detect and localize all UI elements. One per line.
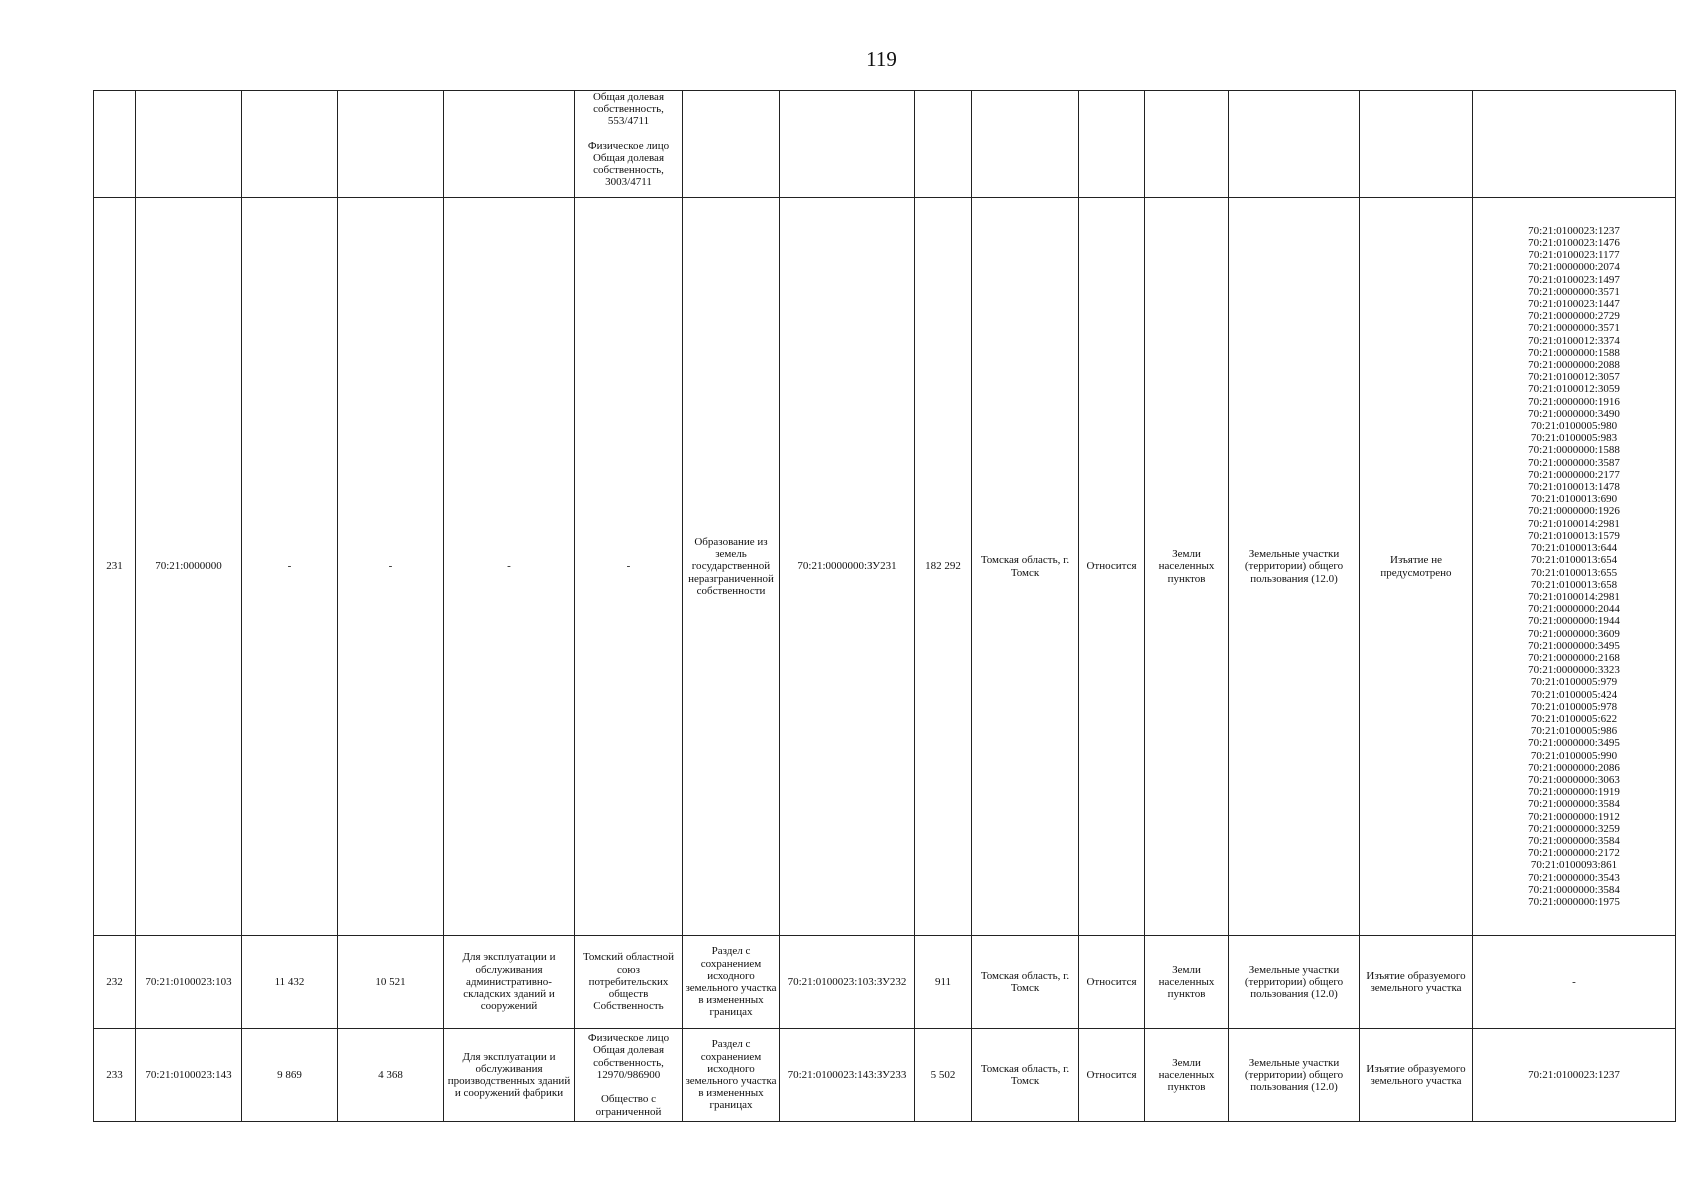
related-kn-item: 70:21:0000000:3584 xyxy=(1528,798,1620,811)
related-kn-item: 70:21:0100012:3059 xyxy=(1528,383,1620,396)
table-row xyxy=(94,936,1676,1029)
related-kn-item: 70:21:0100023:1177 xyxy=(1528,249,1620,262)
cell-new-kn: 70:21:0000000:ЗУ231 xyxy=(780,198,915,936)
related-kn-item: 70:21:0000000:1926 xyxy=(1528,505,1620,518)
owner-text: Физическое лицо Общая долевая собственность, 12970/986900 Общество с ограниченной xyxy=(587,1032,670,1118)
related-kn-item: 70:21:0100013:1579 xyxy=(1528,529,1620,542)
related-kn-item: 70:21:0100005:424 xyxy=(1530,688,1618,701)
related-kn-item: 70:21:0000000:1588 xyxy=(1528,346,1620,359)
table-row xyxy=(94,91,1676,198)
cell-purpose xyxy=(444,91,575,198)
cell-area-remaining: 10 521 xyxy=(338,936,444,1029)
related-kn-item: 70:21:0100023:1237 xyxy=(1528,224,1620,237)
cell-category: Земли населенных пунктов xyxy=(1145,198,1229,936)
cell-kn: 70:21:0100023:143 xyxy=(136,1029,242,1122)
cell-use: Земельные участки (территории) общего пользования (12.0) xyxy=(1229,936,1360,1029)
cell-seizure: Изъятие не предусмотрено xyxy=(1360,198,1473,936)
cell-area: 5 502 xyxy=(915,1029,972,1122)
related-kn-item: 70:21:0000000:2177 xyxy=(1528,468,1620,481)
related-kn-item: 70:21:0100005:622 xyxy=(1530,712,1618,725)
cell-kn xyxy=(136,91,242,198)
cell-area-total: - xyxy=(242,198,338,936)
cell-kn: 70:21:0100023:103 xyxy=(136,936,242,1029)
cell-address: Томская область, г. Томск xyxy=(972,1029,1079,1122)
related-kn-item: 70:21:0100012:3374 xyxy=(1528,334,1620,347)
cell-area: 911 xyxy=(915,936,972,1029)
related-kn-item: 70:21:0100023:1447 xyxy=(1528,298,1620,311)
related-kn-item: 70:21:0000000:1975 xyxy=(1528,895,1620,908)
related-kn-item: 70:21:0100005:990 xyxy=(1530,749,1618,762)
related-kn-item: 70:21:0100005:978 xyxy=(1530,700,1618,713)
related-kn-item: 70:21:0100013:654 xyxy=(1530,554,1618,567)
cell-related: - xyxy=(1473,936,1676,1029)
cell-use: Земельные участки (территории) общего пользования (12.0) xyxy=(1229,1029,1360,1122)
related-kn-item: 70:21:0000000:2074 xyxy=(1528,261,1620,274)
cell-use xyxy=(1229,91,1360,198)
cell-method xyxy=(683,1029,780,1122)
cell-num xyxy=(94,91,136,198)
related-kn-item: 70:21:0000000:3609 xyxy=(1528,627,1620,640)
related-kn-item: 70:21:0000000:1916 xyxy=(1528,395,1620,408)
cell-address: Томская область, г. Томск xyxy=(972,936,1079,1029)
related-kn-item: 70:21:0000000:3495 xyxy=(1528,639,1620,652)
related-kn-item: 70:21:0000000:3543 xyxy=(1528,871,1620,884)
related-kn-item: 70:21:0000000:3571 xyxy=(1528,285,1620,298)
related-kn-item: 70:21:0100023:1497 xyxy=(1528,273,1620,286)
cell-owner: Томский областной союз потребительских обществ Собственность xyxy=(575,936,683,1029)
related-kn-item: 70:21:0000000:3495 xyxy=(1528,737,1620,750)
related-kn-item: 70:21:0000000:3323 xyxy=(1528,664,1620,677)
related-kn-item: 70:21:0000000:2044 xyxy=(1528,603,1620,616)
related-kn-item: 70:21:0000000:1944 xyxy=(1528,615,1620,628)
related-kn-item: 70:21:0100014:2981 xyxy=(1528,517,1620,530)
cell-related: 70:21:0100023:1237 xyxy=(1473,1029,1676,1122)
related-kn-item: 70:21:0100013:655 xyxy=(1530,566,1618,579)
related-kn-item: 70:21:0000000:1919 xyxy=(1528,786,1620,799)
cell-new-kn: 70:21:0100023:143:ЗУ233 xyxy=(780,1029,915,1122)
cell-relation: Относится xyxy=(1079,198,1145,936)
cell-method xyxy=(683,91,780,198)
cell-num: 233 xyxy=(94,1029,136,1122)
cell-num: 232 xyxy=(94,936,136,1029)
related-kn-item: 70:21:0100093:861 xyxy=(1530,859,1618,872)
cell-category: Земли населенных пунктов xyxy=(1145,936,1229,1029)
related-kn-item: 70:21:0000000:2172 xyxy=(1528,847,1620,860)
related-kn-item: 70:21:0100013:644 xyxy=(1530,542,1618,555)
related-kn-item: 70:21:0000000:1912 xyxy=(1528,810,1620,823)
related-kn-item: 70:21:0100005:986 xyxy=(1530,725,1618,738)
related-kn-item: 70:21:0000000:2086 xyxy=(1528,761,1620,774)
cell-owner: - xyxy=(575,198,683,936)
cell-relation: Относится xyxy=(1079,936,1145,1029)
related-kn-item: 70:21:0100023:1476 xyxy=(1528,237,1620,250)
cell-relation xyxy=(1079,91,1145,198)
cell-area-total xyxy=(242,91,338,198)
cell-category: Земли населенных пунктов xyxy=(1145,1029,1229,1122)
cell-seizure: Изъятие образуемого земельного участка xyxy=(1360,1029,1473,1122)
cell-area xyxy=(915,91,972,198)
cell-area-total: 9 869 xyxy=(242,1029,338,1122)
related-kn-item: 70:21:0000000:3063 xyxy=(1528,773,1620,786)
related-kn-item: 70:21:0000000:3571 xyxy=(1528,322,1620,335)
related-kn-item: 70:21:0100013:690 xyxy=(1530,493,1618,506)
related-kn-item: 70:21:0000000:3584 xyxy=(1528,883,1620,896)
related-kn-item: 70:21:0000000:3584 xyxy=(1528,834,1620,847)
cell-new-kn xyxy=(780,91,915,198)
cell-related-list xyxy=(1473,198,1676,936)
related-kn-item: 70:21:0100013:658 xyxy=(1530,578,1618,591)
related-kn-item: 70:21:0000000:3259 xyxy=(1528,822,1620,835)
cell-method: Раздел с сохранением исходного земельного участка в измененных границах xyxy=(683,936,780,1029)
related-kn-item: 70:21:0000000:1588 xyxy=(1528,444,1620,457)
related-kn-list xyxy=(1475,225,1673,908)
cell-method: Образование из земель государственной неразграниченной собственности xyxy=(683,198,780,936)
page-number: 119 xyxy=(866,47,897,71)
cell-related xyxy=(1473,91,1676,198)
cell-owner: Общая долевая собственность, 553/4711 Физическое лицо Общая долевая собственность, 3003/4711 xyxy=(575,91,683,198)
related-kn-item: 70:21:0000000:3587 xyxy=(1528,456,1620,469)
cell-category xyxy=(1145,91,1229,198)
cell-purpose: - xyxy=(444,198,575,936)
related-kn-item: 70:21:0000000:3490 xyxy=(1528,407,1620,420)
cell-area-remaining: - xyxy=(338,198,444,936)
related-kn-item: 70:21:0000000:2729 xyxy=(1528,310,1620,323)
cell-num: 231 xyxy=(94,198,136,936)
cell-area-total: 11 432 xyxy=(242,936,338,1029)
method-text: Раздел с сохранением исходного земельного участка в измененных границах xyxy=(685,1038,777,1112)
related-kn-item: 70:21:0100005:979 xyxy=(1530,676,1618,689)
related-kn-item: 70:21:0100005:983 xyxy=(1530,432,1618,445)
cell-address xyxy=(972,91,1079,198)
cell-area-remaining xyxy=(338,91,444,198)
table-row xyxy=(94,1029,1676,1122)
cell-address: Томская область, г. Томск xyxy=(972,198,1079,936)
table-row xyxy=(94,198,1676,936)
cell-kn: 70:21:0000000 xyxy=(136,198,242,936)
related-kn-item: 70:21:0100014:2981 xyxy=(1528,590,1620,603)
land-plot-register-table xyxy=(93,90,1676,1122)
related-kn-item: 70:21:0100013:1478 xyxy=(1528,481,1620,494)
cell-area: 182 292 xyxy=(915,198,972,936)
cell-owner xyxy=(575,1029,683,1122)
cell-new-kn: 70:21:0100023:103:ЗУ232 xyxy=(780,936,915,1029)
cell-seizure xyxy=(1360,91,1473,198)
related-kn-item: 70:21:0000000:2168 xyxy=(1528,651,1620,664)
cell-use: Земельные участки (территории) общего пользования (12.0) xyxy=(1229,198,1360,936)
related-kn-item: 70:21:0100005:980 xyxy=(1530,420,1618,433)
cell-area-remaining: 4 368 xyxy=(338,1029,444,1122)
related-kn-item: 70:21:0100012:3057 xyxy=(1528,371,1620,384)
cell-seizure: Изъятие образуемого земельного участка xyxy=(1360,936,1473,1029)
cell-relation: Относится xyxy=(1079,1029,1145,1122)
cell-purpose: Для эксплуатации и обслуживания административно-складских зданий и сооружений xyxy=(444,936,575,1029)
related-kn-item: 70:21:0000000:2088 xyxy=(1528,359,1620,372)
cell-purpose: Для эксплуатации и обслуживания производственных зданий и сооружений фабрики xyxy=(444,1029,575,1122)
